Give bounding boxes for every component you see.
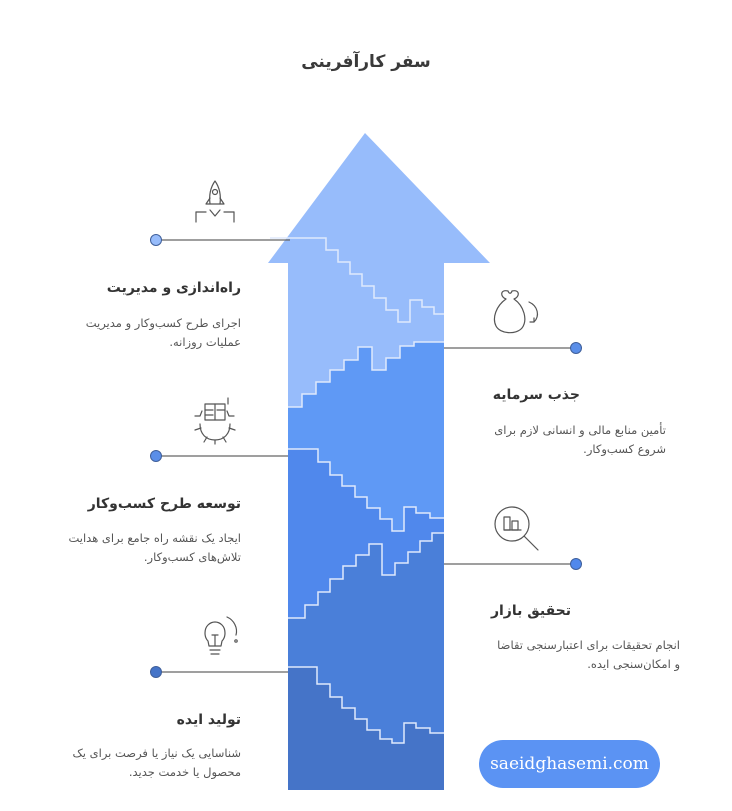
dot-launch <box>151 235 162 246</box>
step-launch-heading: راه‌اندازی و مدیریت <box>106 280 241 296</box>
magnifier-chart-icon <box>495 507 538 550</box>
step-launch-description: اجرای طرح کسب‌وکار و مدیریت عملیات روزانه. <box>85 316 241 349</box>
rocket-icon <box>196 181 234 222</box>
dot-funding <box>571 343 582 354</box>
dot-idea <box>151 667 162 678</box>
step-plan-heading: توسعه طرح کسب‌وکار <box>87 496 241 512</box>
step-idea-description: شناسایی یک نیاز یا فرصت برای یک محصول یا خدمت جدید. <box>72 746 241 779</box>
step-research-description: انجام تحقیقات برای اعتبارسنجی تقاضا و امکان‌سنجی ایده. <box>497 638 680 671</box>
money-bag-icon <box>494 291 537 333</box>
gear-document-icon <box>195 398 235 444</box>
step-plan-description: ایجاد یک نقشه راه جامع برای هدایت تلاش‌های کسب‌وکار. <box>68 531 241 564</box>
dot-research <box>571 559 582 570</box>
dot-plan <box>151 451 162 462</box>
diagram-title: سفر کارآفرینی <box>301 52 431 72</box>
lightbulb-icon <box>205 617 237 654</box>
step-idea-heading: تولید ایده <box>176 712 241 728</box>
band-launch-arrowhead <box>268 133 490 407</box>
step-funding-description: تأمین منابع مالی و انسانی لازم برای شروع کسب‌وکار. <box>494 423 666 456</box>
watermark-link[interactable]: saeidghasemi.com <box>479 740 660 788</box>
step-research-heading: تحقیق بازار <box>490 603 571 619</box>
step-funding-heading: جذب سرمایه <box>492 387 580 403</box>
